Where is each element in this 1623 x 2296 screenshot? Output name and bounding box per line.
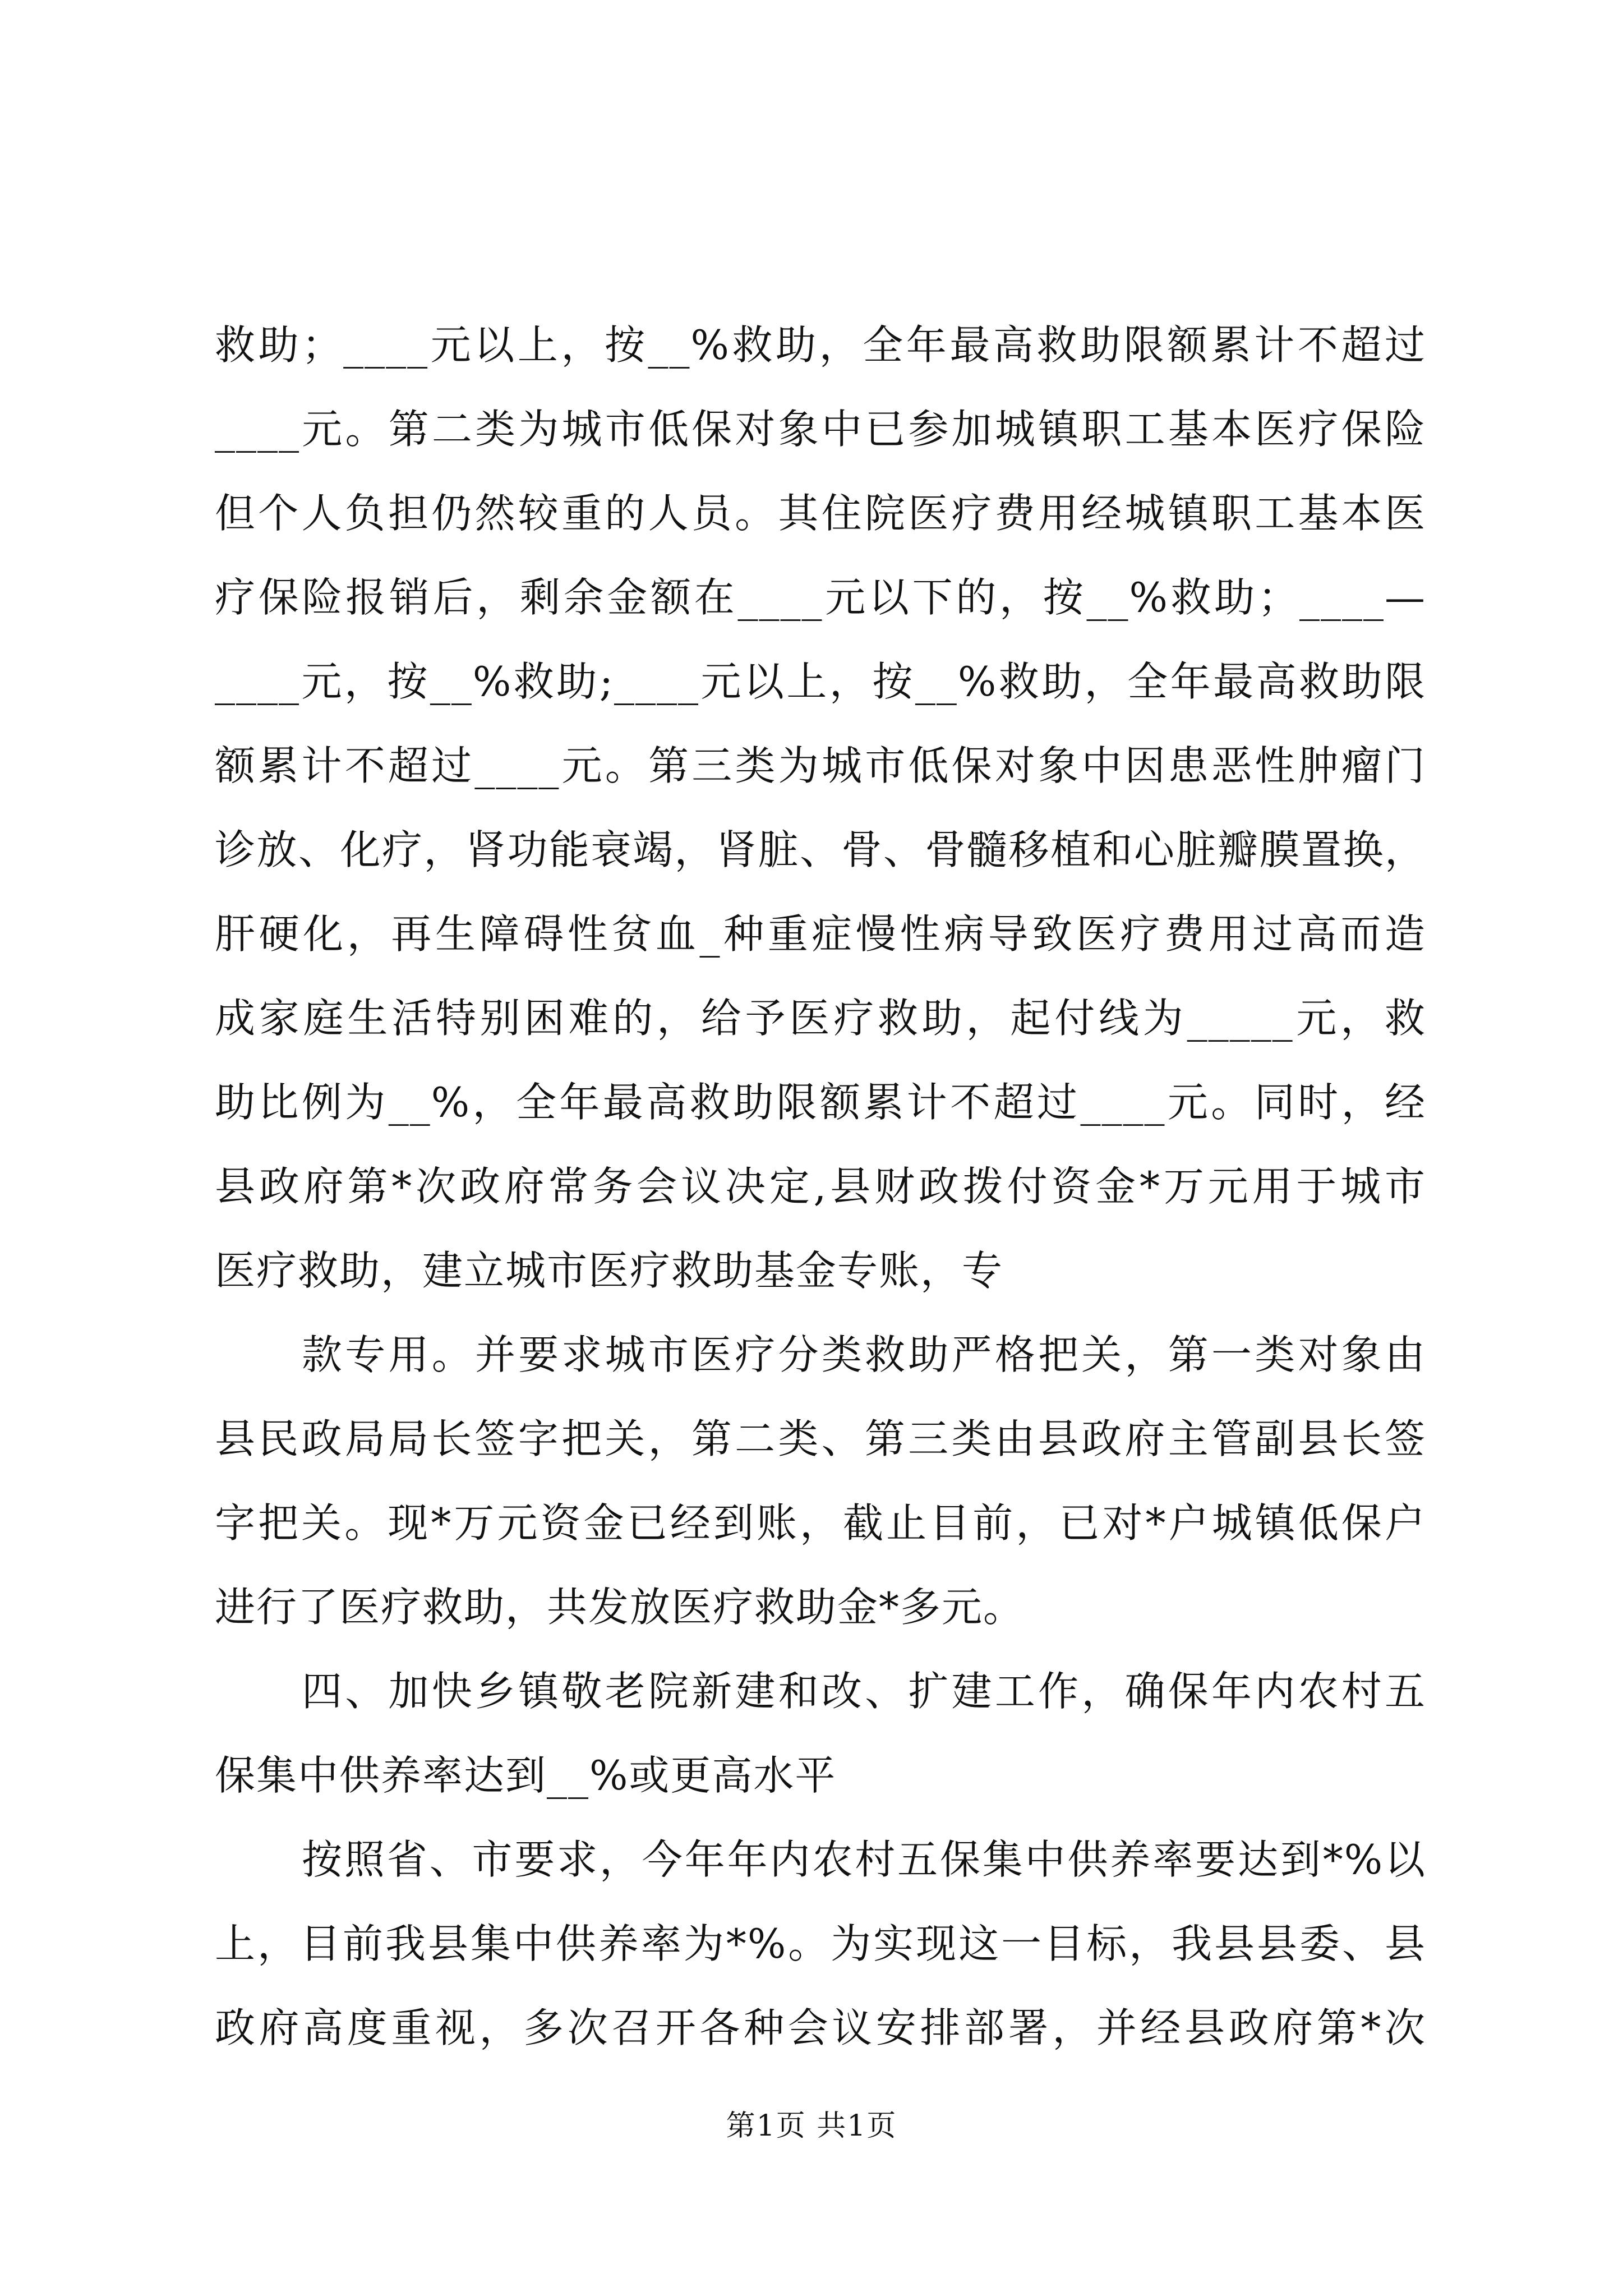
text-line: 救助；____元以上，按__%救助，全年最高救助限额累计不超过 [215, 321, 1426, 369]
section-heading-line: 保集中供养率达到__%或更高水平 [215, 1752, 837, 1799]
text-line: 县政府第*次政府常务会议决定,县财政拨付资金*万元用于城市 [215, 1163, 1426, 1210]
text-line: 诊放、化疗，肾功能衰竭，肾脏、骨、骨髓移植和心脏瓣膜置换， [215, 826, 1426, 873]
text-line: 助比例为__%，全年最高救助限额累计不超过____元。同时，经 [215, 1079, 1426, 1126]
text-line: 上，目前我县集中供养率为*%。为实现这一目标，我县县委、县 [215, 1920, 1426, 1967]
text-line: 额累计不超过____元。第三类为城市低保对象中因患恶性肿瘤门 [215, 742, 1426, 789]
text-line: 肝硬化，再生障碍性贫血_种重症慢性病导致医疗费用过高而造 [215, 910, 1426, 958]
text-line: 政府高度重视，多次召开各种会议安排部署，并经县政府第*次 [215, 2004, 1426, 2051]
text-line: 医疗救助，建立城市医疗救助基金专账，专 [215, 1247, 1004, 1294]
text-line: 字把关。现*万元资金已经到账，截止目前，已对*户城镇低保户 [215, 1499, 1426, 1547]
text-line: 款专用。并要求城市医疗分类救助严格把关，第一类对象由 [302, 1331, 1426, 1378]
text-line: 成家庭生活特别困难的，给予医疗救助，起付线为_____元，救 [215, 995, 1426, 1042]
text-line: 进行了医疗救助，共发放医疗救助金*多元。 [215, 1584, 1025, 1631]
text-line: ____元，按__%救助;____元以上，按__%救助，全年最高救助限 [215, 658, 1426, 705]
text-line: ____元。第二类为城市低保对象中已参加城镇职工基本医疗保险 [215, 406, 1426, 453]
page-footer: 第1页 共1页 [726, 2109, 897, 2143]
text-line: 县民政局局长签字把关，第二类、第三类由县政府主管副县长签 [215, 1415, 1426, 1462]
section-heading-line: 四、加快乡镇敬老院新建和改、扩建工作，确保年内农村五 [302, 1668, 1426, 1715]
text-line: 疗保险报销后，剩余金额在____元以下的，按__%救助；____— [215, 574, 1426, 621]
text-line: 按照省、市要求，今年年内农村五保集中供养率要达到*%以 [302, 1836, 1426, 1883]
text-line: 但个人负担仍然较重的人员。其住院医疗费用经城镇职工基本医 [215, 490, 1426, 537]
